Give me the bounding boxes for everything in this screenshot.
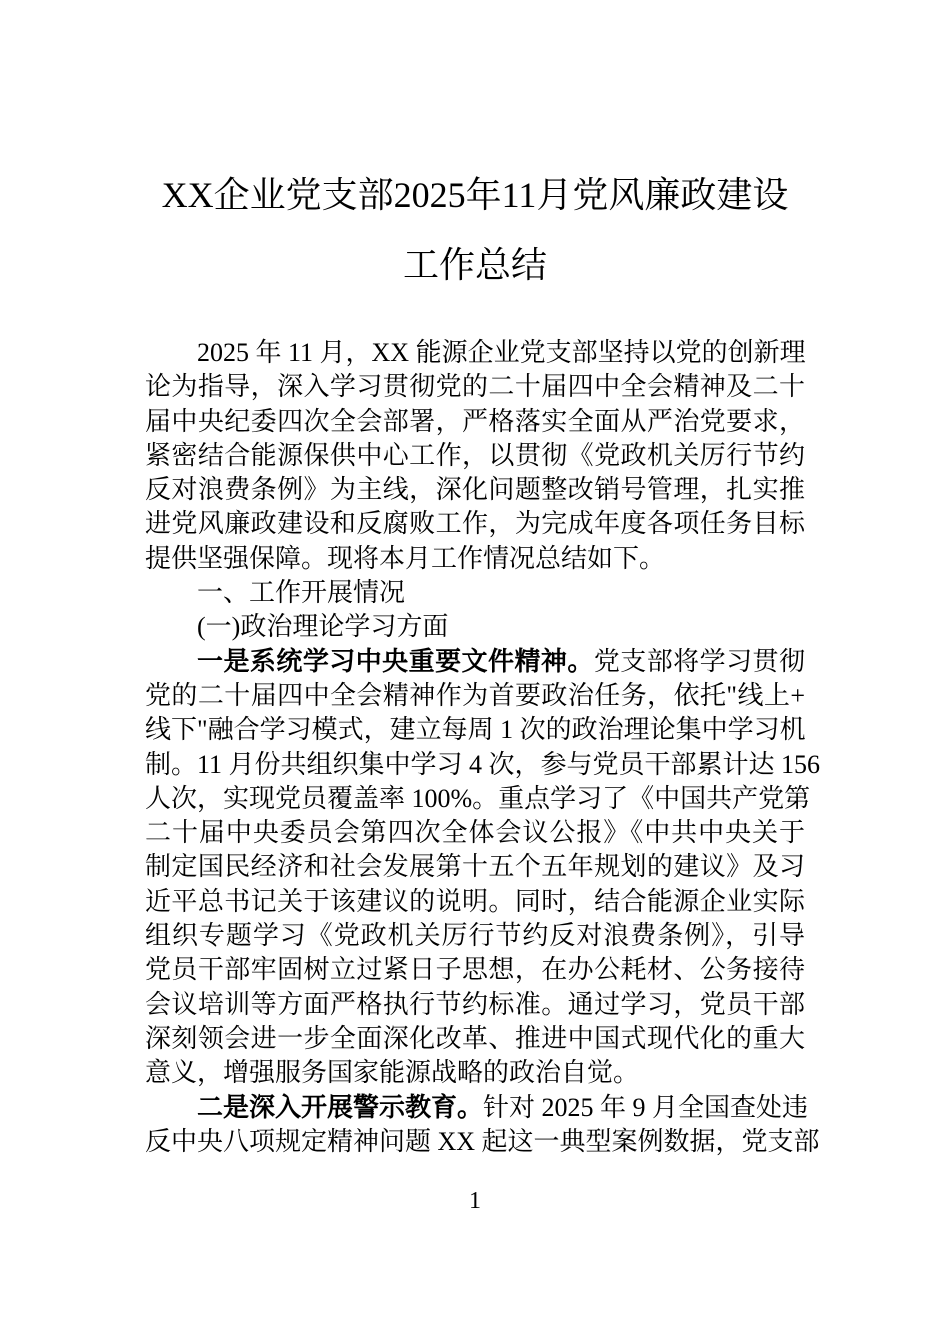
line-text: 会议培训等方面严格执行节约标准。通过学习，党员干部 [145, 989, 805, 1019]
line-text: (一)政治理论学习方面 [197, 612, 449, 642]
text-line [145, 850, 805, 884]
line-text: 2025 年 11 月，XX 能源企业党支部坚持以党的创新理 [197, 338, 806, 367]
text-line [145, 1056, 805, 1090]
line-text: 二十届中央委员会第四次全体会议公报》《中共中央关于 [145, 818, 805, 848]
line-text: 人次，实现党员覆盖率 100%。重点学习了《中国共产党第 [145, 783, 811, 813]
text-line [145, 576, 805, 610]
line-text: 党支部将学习贯彻 [593, 646, 805, 676]
line-text: 党的二十届四中全会精神作为首要政治任务，依托"线上+ [145, 680, 805, 710]
paragraph [145, 1091, 820, 1160]
line-text: 深刻领会进一步全面深化改革、推进中国式现代化的重大 [145, 1023, 805, 1053]
text-line [145, 1022, 805, 1056]
line-text: 届中央纪委四次全会部署，严格落实全面从严治党要求， [145, 406, 805, 436]
text-line [145, 782, 811, 816]
line-text: 提供坚强保障。现将本月工作情况总结如下。 [145, 543, 666, 573]
text-line [145, 816, 805, 850]
text-line [145, 679, 805, 713]
bold-lead: 一是系统学习中央重要文件精神。 [197, 646, 594, 676]
line-text: 线下"融合学习模式，建立每周 1 次的政治理论集中学习机 [145, 715, 806, 745]
line-text: 针对 2025 年 9 月全国查处违 [483, 1092, 809, 1122]
text-line [145, 988, 805, 1022]
paragraph [145, 336, 805, 576]
text-line [145, 439, 805, 473]
line-text: 紧密结合能源保供中心工作，以贯彻《党政机关厉行节约 [145, 440, 805, 470]
line-text: 反对浪费条例》为主线，深化问题整改销号管理，扎实推 [145, 475, 805, 505]
page-number: 1 [469, 1188, 481, 1214]
line-text: 党员干部牢固树立过紧日子思想，在办公耗材、公务接待 [145, 955, 805, 985]
text-line [145, 885, 805, 919]
document-title-line-2: 工作总结 [402, 245, 547, 285]
line-text: 一、工作开展情况 [197, 578, 406, 608]
text-line [145, 507, 805, 541]
text-line [145, 1125, 820, 1159]
text-line [145, 1091, 809, 1125]
line-text: 意义，增强服务国家能源战略的政治自觉。 [145, 1058, 640, 1088]
text-line [145, 370, 805, 404]
paragraph [145, 645, 821, 1091]
document-body [145, 336, 821, 1159]
text-line [145, 473, 805, 507]
text-line [145, 713, 805, 747]
text-line [145, 953, 805, 987]
text-line [145, 748, 821, 782]
paragraph [145, 576, 805, 610]
bold-lead: 二是深入开展警示教育。 [197, 1092, 484, 1122]
paragraph [145, 610, 805, 644]
line-text: 制。11 月份共组织集中学习 4 次，参与党员干部累计达 156 [145, 749, 821, 779]
line-text: 制定国民经济和社会发展第十五个五年规划的建议》及习 [145, 852, 805, 882]
text-line [145, 645, 805, 679]
text-line [145, 542, 805, 576]
text-line [145, 610, 805, 644]
line-text: 进党风廉政建设和反腐败工作，为完成年度各项任务目标 [145, 509, 805, 539]
line-text: 组织专题学习《党政机关厉行节约反对浪费条例》，引导 [145, 921, 805, 951]
text-line [145, 919, 805, 953]
text-line [145, 405, 805, 439]
line-text: 近平总书记关于该建议的说明。同时，结合能源企业实际 [145, 886, 805, 916]
line-text: 反中央八项规定精神问题 XX 起这一典型案例数据，党支部 [145, 1126, 820, 1156]
line-text: 论为指导，深入学习贯彻党的二十届四中全会精神及二十 [145, 372, 805, 402]
text-line [145, 336, 805, 370]
document-title-line-1: XX企业党支部2025年11月党风廉政建设 [161, 175, 789, 215]
